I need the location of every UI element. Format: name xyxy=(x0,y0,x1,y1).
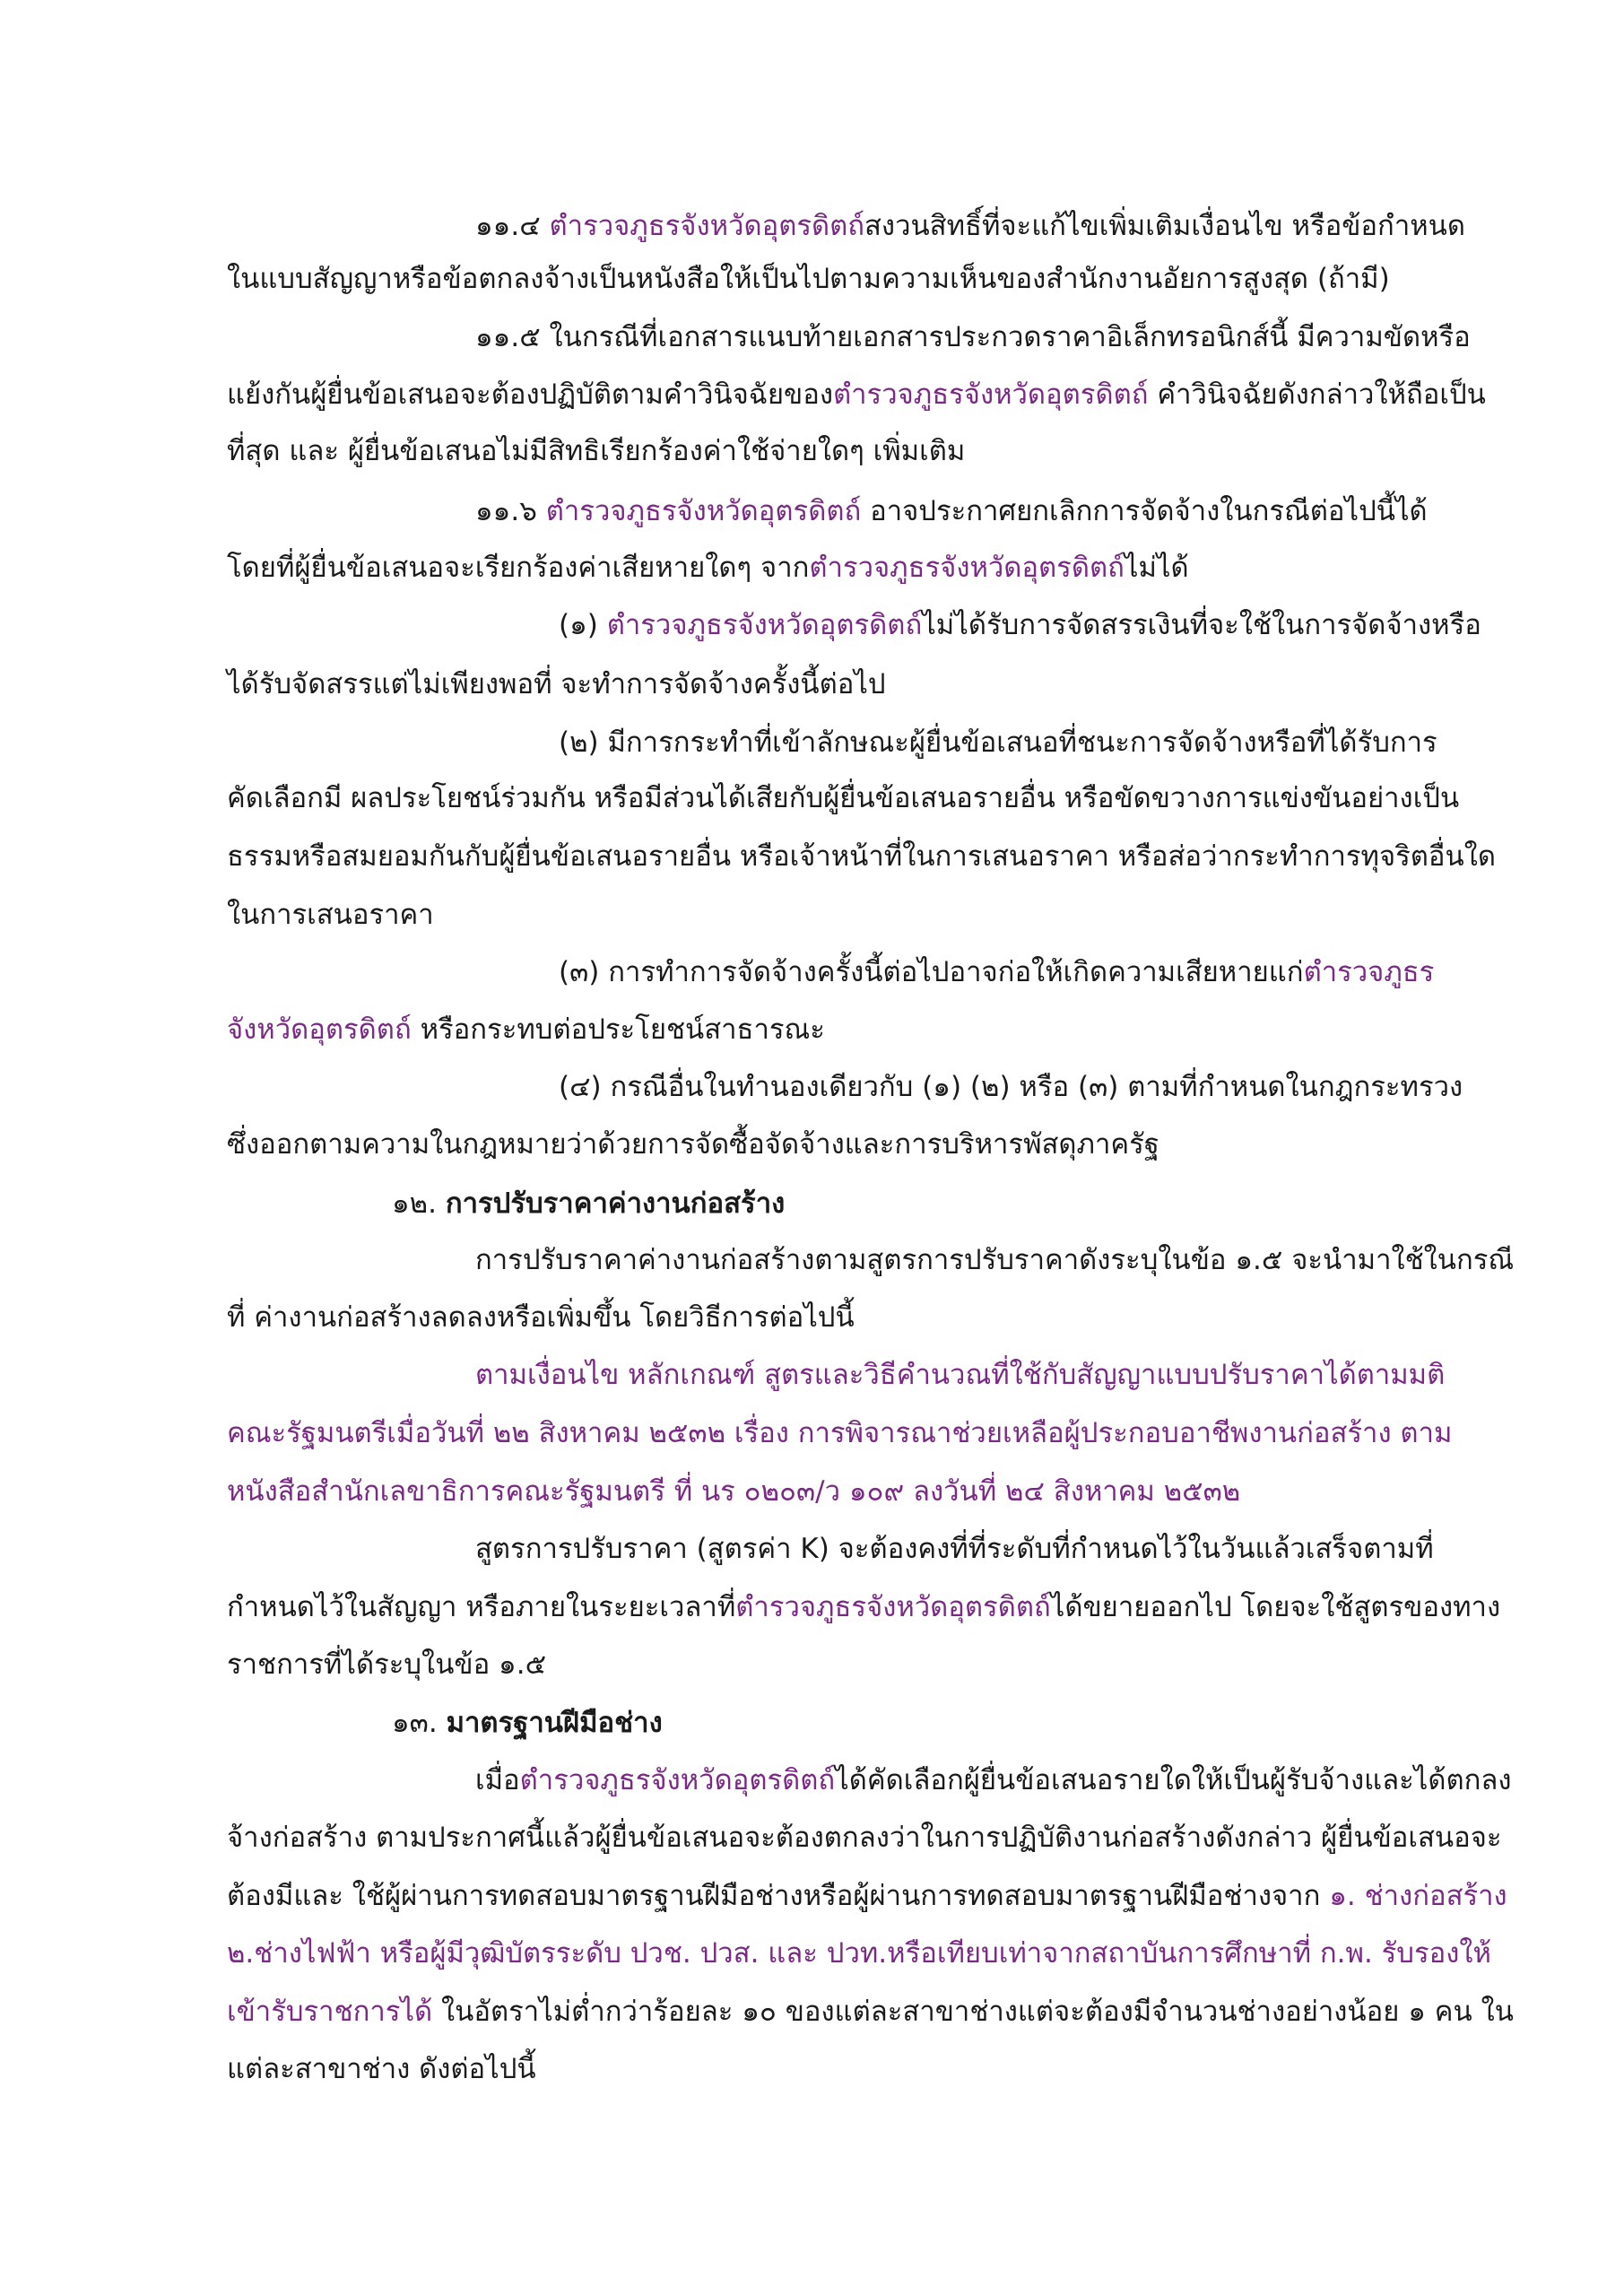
clause-number: ๑๑.๖ xyxy=(475,495,537,527)
line-13-e xyxy=(227,1992,1514,2031)
line-13-d xyxy=(227,1934,1491,1973)
highlighted-text: ตำรวจภูธรจังหวัดอุตรดิตถ์ xyxy=(545,495,862,527)
body-text: ไม่ได้ xyxy=(1124,552,1189,584)
highlighted-text: เข้ารับราชการได้ xyxy=(227,1996,433,2028)
highlighted-text: คณะรัฐมนตรีเมื่อวันที่ ๒๒ สิงหาคม ๒๕๓๒ เรื่อง การพิจารณาช่วยเหลือผู้ประกอบอาชีพงานก่อสร้าง ตาม xyxy=(227,1417,1453,1449)
body-text xyxy=(438,1707,447,1739)
body-text: สงวนสิทธิ์ที่จะแก้ไขเพิ่มเติมเงื่อนไข หรือข้อกำหนด xyxy=(864,210,1465,242)
body-text: กำหนดไว้ในสัญญา หรือภายในระยะเวลาที่ xyxy=(227,1591,736,1623)
body-text: ในอัตราไม่ต่ำกว่าร้อยละ ๑๐ ของแต่ละสาขาช่างแต่จะต้องมีจำนวนช่างอย่างน้อย ๑ คน ใน xyxy=(432,1996,1514,2028)
body-text: ได้คัดเลือกผู้ยื่นข้อเสนอรายใดให้เป็นผู้รับจ้างและได้ตกลง xyxy=(835,1764,1512,1796)
line-13-b xyxy=(227,1818,1502,1857)
clause-number: (๑) xyxy=(559,609,598,641)
body-text: คัดเลือกมี ผลประโยชน์ร่วมกัน หรือมีส่วนได้เสียกับผู้ยื่นข้อเสนอรายอื่น หรือขัดขวางการแข่งขันอย่างเป็น xyxy=(227,782,1460,814)
highlighted-text: ๒.ช่างไฟฟ้า หรือผู้มีวุฒิบัตรระดับ ปวช. ปวส. และ ปวท.หรือเทียบเท่าจากสถาบันการศึกษาที่ ก.พ. รับรองให้ xyxy=(227,1937,1491,1970)
body-text: จ้างก่อสร้าง ตามประกาศนี้แล้วผู้ยื่นข้อเสนอจะต้องตกลงว่าในการปฏิบัติงานก่อสร้างดังกล่าว ผู้ยื่นข้อเสนอจะ xyxy=(227,1822,1502,1854)
body-text: โดยที่ผู้ยื่นข้อเสนอจะเรียกร้องค่าเสียหายใดๆ จาก xyxy=(227,552,810,584)
body-text: สูตรการปรับราคา (สูตรค่า K) จะต้องคงที่ที่ระดับที่กำหนดไว้ในวันแล้วเสร็จตามที่ xyxy=(475,1533,1434,1565)
body-text xyxy=(537,495,546,527)
line-11-4-b xyxy=(227,259,1390,299)
section-12-heading xyxy=(392,1184,785,1223)
clause-number: (๔) xyxy=(559,1071,602,1103)
line-11-5-c xyxy=(227,431,965,471)
line-11-6-4-a xyxy=(559,1067,1463,1107)
line-12-h xyxy=(227,1645,546,1684)
clause-number: ๑๑.๕ xyxy=(475,321,541,353)
highlighted-text: ตำรวจภูธรจังหวัดอุตรดิตถ์ xyxy=(833,378,1149,411)
body-text: ต้องมีและ ใช้ผู้ผ่านการทดสอบมาตรฐานฝีมือช่างหรือผู้ผ่านการทดสอบมาตรฐานฝีมือช่างจาก xyxy=(227,1880,1330,1912)
line-11-6-1-a xyxy=(559,605,1481,645)
line-12-e xyxy=(227,1472,1240,1511)
line-12-a xyxy=(475,1240,1514,1280)
line-13-a xyxy=(475,1761,1511,1800)
body-text: ที่ ค่างานก่อสร้างลดลงหรือเพิ่มขึ้น โดยวิธีการต่อไปนี้ xyxy=(227,1301,855,1334)
highlighted-text: ตำรวจภูธรจังหวัดอุตรดิตถ์ xyxy=(519,1764,836,1796)
highlighted-text: ตำรวจภูธรจังหวัดอุตรดิตถ์ xyxy=(735,1591,1051,1623)
clause-number: ๑๑.๔ xyxy=(475,210,541,242)
clause-number: (๒) xyxy=(559,726,599,759)
body-text: อาจประกาศยกเลิกการจัดจ้างในกรณีต่อไปนี้ได้ xyxy=(861,495,1428,527)
body-text: แต่ละสาขาช่าง ดังต่อไปนี้ xyxy=(227,2053,536,2085)
body-text: ในการเสนอราคา xyxy=(227,899,434,931)
body-text xyxy=(437,1187,446,1220)
line-11-4-a xyxy=(475,206,1465,246)
body-text: ได้ขยายออกไป โดยจะใช้สูตรของทาง xyxy=(1050,1591,1501,1623)
clause-number: (๓) xyxy=(559,956,600,988)
line-11-6-a xyxy=(475,491,1428,531)
line-13-f xyxy=(227,2049,536,2089)
body-text: แย้งกันผู้ยื่นข้อเสนอจะต้องปฏิบัติตามคำวินิจฉัยของ xyxy=(227,378,834,411)
highlighted-text: ตำรวจภูธรจังหวัดอุตรดิตถ์ xyxy=(549,210,865,242)
line-13-c xyxy=(227,1876,1507,1916)
section-title: มาตรฐานฝีมือช่าง xyxy=(446,1707,663,1739)
section-13-heading xyxy=(392,1703,663,1743)
line-11-6-1-b xyxy=(227,665,886,704)
line-11-6-2-a xyxy=(559,723,1437,762)
line-12-f xyxy=(475,1529,1434,1569)
body-text: ในแบบสัญญาหรือข้อตกลงจ้างเป็นหนังสือให้เป็นไปตามความเห็นของสำนักงานอัยการสูงสุด (ถ้ามี) xyxy=(227,263,1390,295)
line-11-5-a xyxy=(475,317,1471,357)
body-text: ไม่ได้รับการจัดสรรเงินที่จะใช้ในการจัดจ้างหรือ xyxy=(922,609,1481,641)
body-text: ที่สุด และ ผู้ยื่นข้อเสนอไม่มีสิทธิเรียกร้องค่าใช้จ่ายใดๆ เพิ่มเติม xyxy=(227,435,966,467)
line-12-g xyxy=(227,1587,1500,1627)
highlighted-text: จังหวัดอุตรดิตถ์ xyxy=(227,1013,412,1046)
body-text: ซึ่งออกตามความในกฎหมายว่าด้วยการจัดซื้อจัดจ้างและการบริหารพัสดุภาครัฐ xyxy=(227,1128,1159,1161)
highlighted-text: หนังสือสำนักเลขาธิการคณะรัฐมนตรี ที่ นร ๐๒๐๓/ว ๑๐๙ ลงวันที่ ๒๔ สิงหาคม ๒๕๓๒ xyxy=(227,1475,1241,1508)
body-text xyxy=(541,210,550,242)
highlighted-text: ตำรวจภูธร xyxy=(1303,956,1435,988)
body-text: ในกรณีที่เอกสารแนบท้ายเอกสารประกวดราคาอิเล็กทรอนิกส์นี้ มีความขัดหรือ xyxy=(540,321,1471,353)
body-text: ได้รับจัดสรรแต่ไม่เพียงพอที่ จะทำการจัดจ้างครั้งนี้ต่อไป xyxy=(227,668,886,700)
line-11-6-2-d xyxy=(227,895,434,935)
line-11-6-b xyxy=(227,548,1189,587)
line-11-6-3-a xyxy=(559,952,1434,992)
clause-number: ๑๒. xyxy=(392,1187,437,1220)
line-11-6-3-b xyxy=(227,1010,825,1049)
highlighted-text: ตำรวจภูธรจังหวัดอุตรดิตถ์ xyxy=(809,552,1125,584)
highlighted-text: ตำรวจภูธรจังหวัดอุตรดิตถ์ xyxy=(606,609,923,641)
body-text: หรือกระทบต่อประโยชน์สาธารณะ xyxy=(411,1013,825,1046)
highlighted-text: ตามเงื่อนไข หลักเกณฑ์ สูตรและวิธีคำนวณที่ใช้กับสัญญาแบบปรับราคาได้ตามมติ xyxy=(475,1359,1446,1391)
body-text: การทำการจัดจ้างครั้งนี้ต่อไปอาจก่อให้เกิดความเสียหายแก่ xyxy=(599,956,1304,988)
line-12-c xyxy=(475,1355,1445,1395)
body-text: ธรรมหรือสมยอมกันกับผู้ยื่นข้อเสนอรายอื่น หรือเจ้าหน้าที่ในการเสนอราคา หรือส่อว่ากระทำการทุจริตอื่นใด xyxy=(227,840,1497,873)
section-title: การปรับราคาค่างานก่อสร้าง xyxy=(445,1187,786,1220)
body-text: มีการกระทำที่เข้าลักษณะผู้ยื่นข้อเสนอที่ชนะการจัดจ้างหรือที่ได้รับการ xyxy=(598,726,1437,759)
body-text xyxy=(598,609,607,641)
line-11-6-2-c xyxy=(227,837,1496,876)
body-text: คำวินิจฉัยดังกล่าวให้ถือเป็น xyxy=(1148,378,1486,411)
line-11-6-4-b xyxy=(227,1125,1159,1164)
body-text: กรณีอื่นในทำนองเดียวกับ (๑) (๒) หรือ (๓) ตามที่กำหนดในกฎกระทรวง xyxy=(601,1071,1463,1103)
clause-number: ๑๓. xyxy=(392,1707,438,1739)
line-12-b xyxy=(227,1298,855,1337)
highlighted-text: ๑. ช่างก่อสร้าง xyxy=(1329,1880,1507,1912)
line-12-d xyxy=(227,1413,1452,1453)
body-text: เมื่อ xyxy=(475,1764,520,1796)
body-text: การปรับราคาค่างานก่อสร้างตามสูตรการปรับราคาดังระบุในข้อ ๑.๕ จะนำมาใช้ในกรณี xyxy=(475,1244,1515,1276)
line-11-6-2-b xyxy=(227,778,1459,818)
body-text: ราชการที่ได้ระบุในข้อ ๑.๕ xyxy=(227,1648,547,1681)
line-11-5-b xyxy=(227,375,1486,414)
